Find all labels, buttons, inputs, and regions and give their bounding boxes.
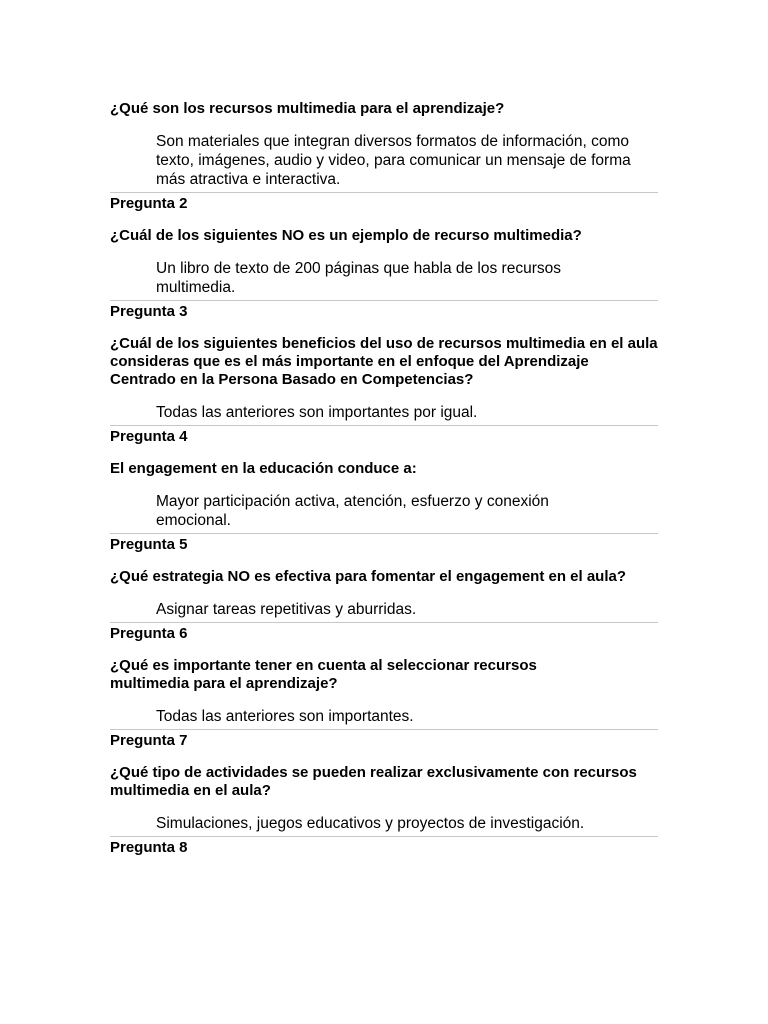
answer-text: Asignar tareas repetitivas y aburridas. xyxy=(156,601,417,618)
question-text: ¿Cuál de los siguientes NO es un ejemplo de recurso multimedia? xyxy=(110,227,582,244)
divider xyxy=(110,300,658,301)
question-text: ¿Qué tipo de actividades se pueden realizar exclusivamente con recursos multimedia en el aula? xyxy=(110,764,637,799)
answer-text: Simulaciones, juegos educativos y proyectos de investigación. xyxy=(156,815,585,832)
quiz-item-2 xyxy=(110,195,658,301)
quiz-item-3 xyxy=(110,303,658,426)
question-text: ¿Qué son los recursos multimedia para el aprendizaje? xyxy=(110,100,505,117)
question-text: ¿Qué estrategia NO es efectiva para fomentar el engagement en el aula? xyxy=(110,568,627,585)
divider xyxy=(110,425,658,426)
answer-text: Todas las anteriores son importantes por igual. xyxy=(156,404,478,421)
divider xyxy=(110,533,658,534)
quiz-item-1 xyxy=(110,100,658,193)
quiz-item-7 xyxy=(110,732,658,837)
question-label: Pregunta 4 xyxy=(110,428,188,445)
quiz-document xyxy=(110,100,658,857)
answer-text: Son materiales que integran diversos formatos de información, como texto, imágenes, audio y video, para comunicar un mensaje de forma más atractiva e interactiva. xyxy=(156,133,631,188)
question-label-final: Pregunta 8 xyxy=(110,839,188,856)
question-label: Pregunta 2 xyxy=(110,195,188,212)
divider xyxy=(110,622,658,623)
quiz-item-5 xyxy=(110,536,658,623)
quiz-item-4 xyxy=(110,428,658,534)
question-label: Pregunta 6 xyxy=(110,625,188,642)
question-text: ¿Qué es importante tener en cuenta al seleccionar recursos multimedia para el aprendizaje? xyxy=(110,657,537,692)
answer-text: Mayor participación activa, atención, esfuerzo y conexión emocional. xyxy=(156,493,549,529)
question-text: El engagement en la educación conduce a: xyxy=(110,460,417,477)
answer-text: Todas las anteriores son importantes. xyxy=(156,708,414,725)
divider xyxy=(110,192,658,193)
question-label: Pregunta 5 xyxy=(110,536,188,553)
quiz-item-6 xyxy=(110,625,658,730)
divider xyxy=(110,729,658,730)
question-text: ¿Cuál de los siguientes beneficios del uso de recursos multimedia en el aula consideras que es el más importante en el enfoque del Aprendizaje Centrado en la Persona Basado en Competencias? xyxy=(110,335,658,388)
divider xyxy=(110,836,658,837)
question-label: Pregunta 3 xyxy=(110,303,188,320)
answer-text: Un libro de texto de 200 páginas que habla de los recursos multimedia. xyxy=(156,260,561,296)
question-label: Pregunta 7 xyxy=(110,732,188,749)
